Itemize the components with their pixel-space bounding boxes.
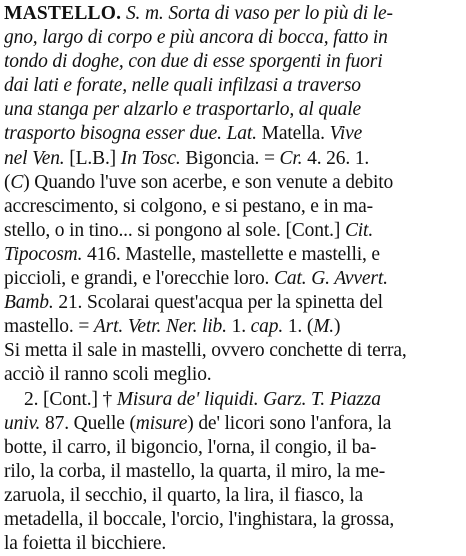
roman-text: ) de' licori sono l'anfora, la <box>187 412 392 434</box>
entry-line <box>4 2 462 26</box>
entry-line <box>4 147 462 171</box>
italic-text: S. m. Sorta di vaso per lo più di le- <box>125 3 393 24</box>
italic-text: trasporto bisogna esser due. Lat. <box>4 123 257 145</box>
entry-line <box>4 195 462 219</box>
italic-text: Misura de' liquidi. Garz. T. Piazza <box>116 388 381 410</box>
roman-text: botte, il carro, il bigoncio, l'orna, il congio, il ba- <box>4 436 377 458</box>
roman-text: ) Quando l'uve son acerbe, e son venute a debito <box>23 171 394 193</box>
entry-line <box>4 412 462 436</box>
roman-text: la foietta il bicchiere. <box>4 533 167 555</box>
italic-text: Cat. G. Avvert. <box>274 268 388 290</box>
entry-line <box>4 122 462 146</box>
italic-text: Cit. <box>344 219 374 241</box>
roman-text: rilo, la corba, il mastello, la quarta, il miro, la me- <box>4 460 386 482</box>
entry-line <box>4 74 462 98</box>
entry-line <box>4 26 462 50</box>
entry-line <box>4 219 462 243</box>
roman-text: [L.B.] <box>64 147 121 169</box>
entry-line <box>4 484 462 508</box>
italic-text: tondo di doghe, con due di esse sporgenti in fuori <box>4 51 383 73</box>
entry-line <box>4 460 462 484</box>
entry-line <box>4 315 462 339</box>
italic-text: Vive <box>329 123 363 145</box>
roman-text: Bigoncia. = <box>180 147 280 169</box>
roman-text: 21. Scolarai quest'acqua per la spinetta del <box>53 292 383 314</box>
entry-line <box>4 50 462 74</box>
italic-text: cap. <box>250 316 284 338</box>
italic-text: Cr. <box>279 147 303 169</box>
roman-text: zaruola, il secchio, il quarto, la lira, il fiasco, la <box>4 484 364 506</box>
entry-line <box>4 436 462 460</box>
roman-text: 1. ( <box>283 316 314 338</box>
entry-line <box>4 388 462 412</box>
entry-line <box>4 339 462 363</box>
italic-text: una stanga per alzarlo e trasportarlo, al quale <box>4 99 361 121</box>
roman-text: Matella. <box>256 123 330 145</box>
entry-line <box>4 98 462 122</box>
roman-text: accrescimento, si colgono, e si pestano, e in ma- <box>4 195 373 217</box>
italic-text: C <box>10 171 24 193</box>
italic-text: Tipocosm. <box>4 243 83 265</box>
entry-line <box>4 532 462 556</box>
italic-text: univ. <box>4 412 41 434</box>
entry-line <box>4 267 462 291</box>
roman-text: Si metta il sale in mastelli, ovvero conchette di terra, <box>4 340 407 362</box>
dictionary-entry <box>4 2 462 556</box>
italic-text: M. <box>313 316 335 338</box>
roman-text: 1. <box>226 316 251 338</box>
roman-text: 2. [Cont.] † <box>24 388 117 410</box>
italic-text: Art. Vetr. Ner. lib. <box>93 316 227 338</box>
roman-text: metadella, il boccale, l'orcio, l'inghistara, la grossa, <box>4 508 395 530</box>
entry-line <box>4 363 462 387</box>
roman-text: 416. Mastelle, mastellette e mastelli, e <box>82 243 380 265</box>
italic-text: Bamb. <box>4 292 54 314</box>
italic-text: misure <box>135 412 188 434</box>
italic-text: dai lati e forate, nelle quali infilzasi a traverso <box>4 75 361 97</box>
roman-text: ) <box>334 316 341 338</box>
entry-line <box>4 508 462 532</box>
italic-text: gno, largo di corpo e più ancora di bocca, fatto in <box>4 27 388 49</box>
roman-text: acciò il ranno scoli meglio. <box>4 364 212 386</box>
headword: MASTELLO. <box>4 3 122 24</box>
roman-text: ( <box>4 171 11 193</box>
roman-text: piccioli, e grandi, e l'orecchie loro. <box>4 268 275 290</box>
entry-line <box>4 291 462 315</box>
italic-text: In Tosc. <box>120 147 181 169</box>
italic-text: nel Ven. <box>4 147 65 169</box>
roman-text: stello, o in tino... si pongono al sole. [Cont.] <box>4 219 345 241</box>
roman-text: 87. Quelle ( <box>40 412 136 434</box>
entry-line <box>4 243 462 267</box>
entry-line <box>4 171 462 195</box>
roman-text: mastello. = <box>4 316 94 338</box>
roman-text: 4. 26. 1. <box>302 147 370 169</box>
